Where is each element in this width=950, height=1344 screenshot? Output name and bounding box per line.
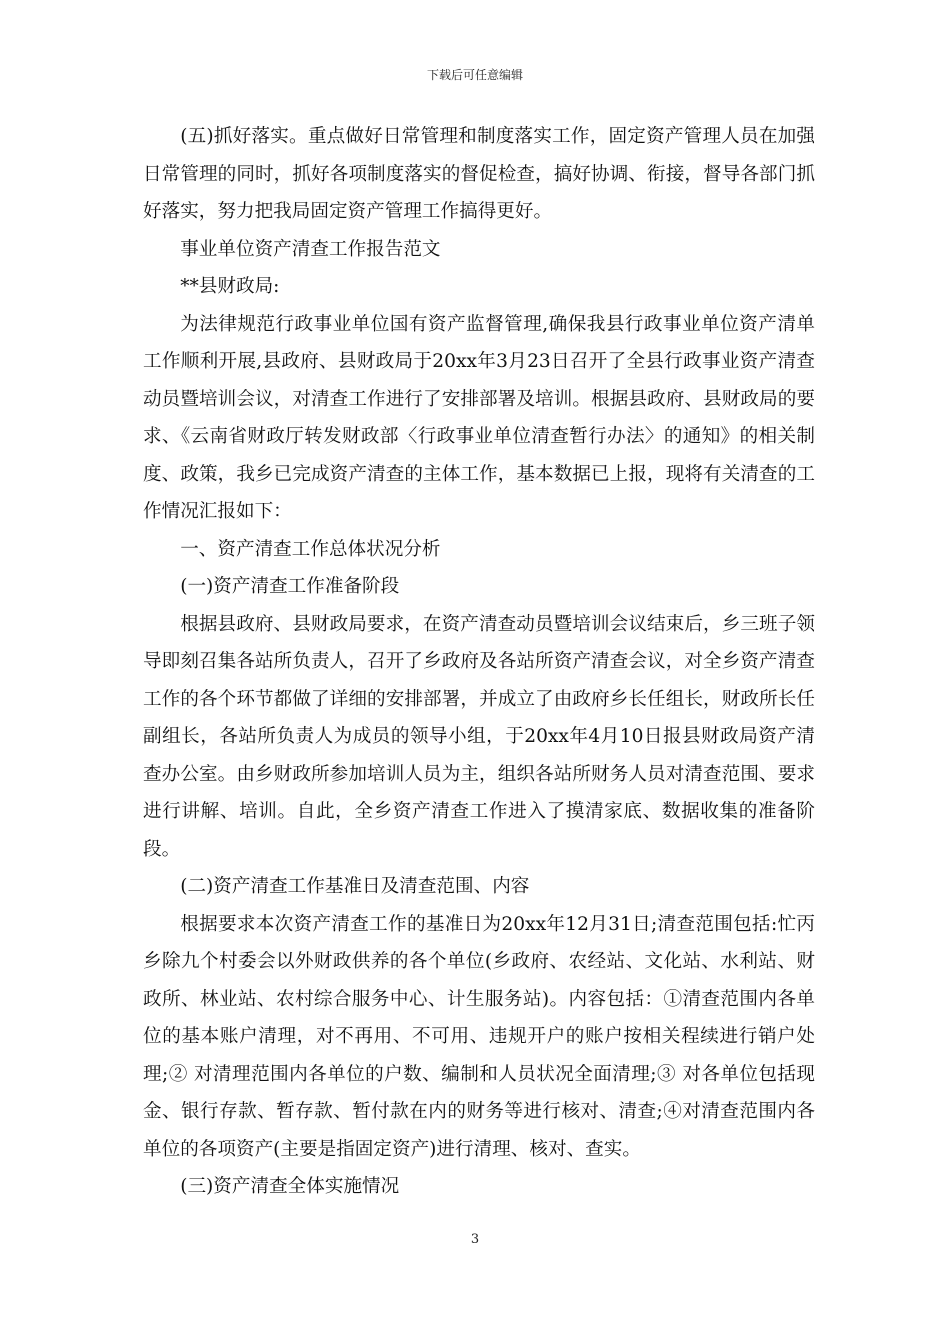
report-title: 事业单位资产清查工作报告范文	[180, 238, 441, 260]
section-heading-1: 一、资产清查工作总体状况分析	[180, 538, 441, 560]
paragraph-scope: 根据要求本次资产清查工作的基准日为20xx年12月31日;清查范围包括:忙丙乡除九个村委会以外财政供养的各个单位(乡政府、农经站、文化站、水利站、财政所、林业站、农村综合服务中心、计生服务站)。内容包括：①清查范围内各单位的基本账户清理，对不再用、不可用、违规开户的账户按相关程续进行销户处理;② 对清理范围内各单位的户数、编制和人员状况全面清理;③ 对各单位包括现金、银行存款、暂存款、暂付款在内的财务等进行核对、清查;④对清查范围内各单位的各项资产(主要是指固定资产)进行清理、核对、查实。	[143, 913, 815, 1160]
subsection-heading-3: (三)资产清查全体实施情况	[180, 1176, 400, 1197]
subsection-heading-1: (一)资产清查工作准备阶段	[180, 576, 400, 597]
paragraph-intro: 为法律规范行政事业单位国有资产监督管理,确保我县行政事业单位资产清单工作顺利开展,县政府、县财政局于20xx年3月23日召开了全县行政事业资产清查动员暨培训会议，对清查工作进行了安排部署及培训。根据县政府、县财政局的要求、《云南省财政厅转发财政部〈行政事业单位清查暂行办法〉的通知》的相关制度、政策，我乡已完成资产清查的主体工作，基本数据已上报，现将有关清查的工作情况汇报如下：	[143, 313, 815, 522]
paragraph-preparation: 根据县政府、县财政局要求，在资产清查动员暨培训会议结束后，乡三班子领导即刻召集各站所负责人，召开了乡政府及各站所资产清查会议，对全乡资产清查工作的各个环节都做了详细的安排部署，并成立了由政府乡长任组长，财政所长任副组长，各站所负责人为成员的领导小组，于20xx年4月10日报县财政局资产清查办公室。由乡财政所参加培训人员为主，组织各站所财务人员对清查范围、要求进行讲解、培训。自此，全乡资产清查工作进入了摸清家底、数据收集的准备阶段。	[143, 613, 815, 860]
page-number: 3	[470, 1232, 480, 1247]
paragraph-implementation: (五)抓好落实。重点做好日常管理和制度落实工作，固定资产管理人员在加强日常管理的同时，抓好各项制度落实的督促检查，搞好协调、衔接，督导各部门抓好落实，努力把我局固定资产管理工作搞得更好。	[143, 126, 815, 222]
page-header: 下载后可任意编辑	[426, 68, 523, 82]
document-body	[143, 118, 815, 1206]
subsection-heading-2: (二)资产清查工作基准日及清查范围、内容	[180, 876, 530, 897]
addressee: **县财政局:	[180, 276, 280, 297]
